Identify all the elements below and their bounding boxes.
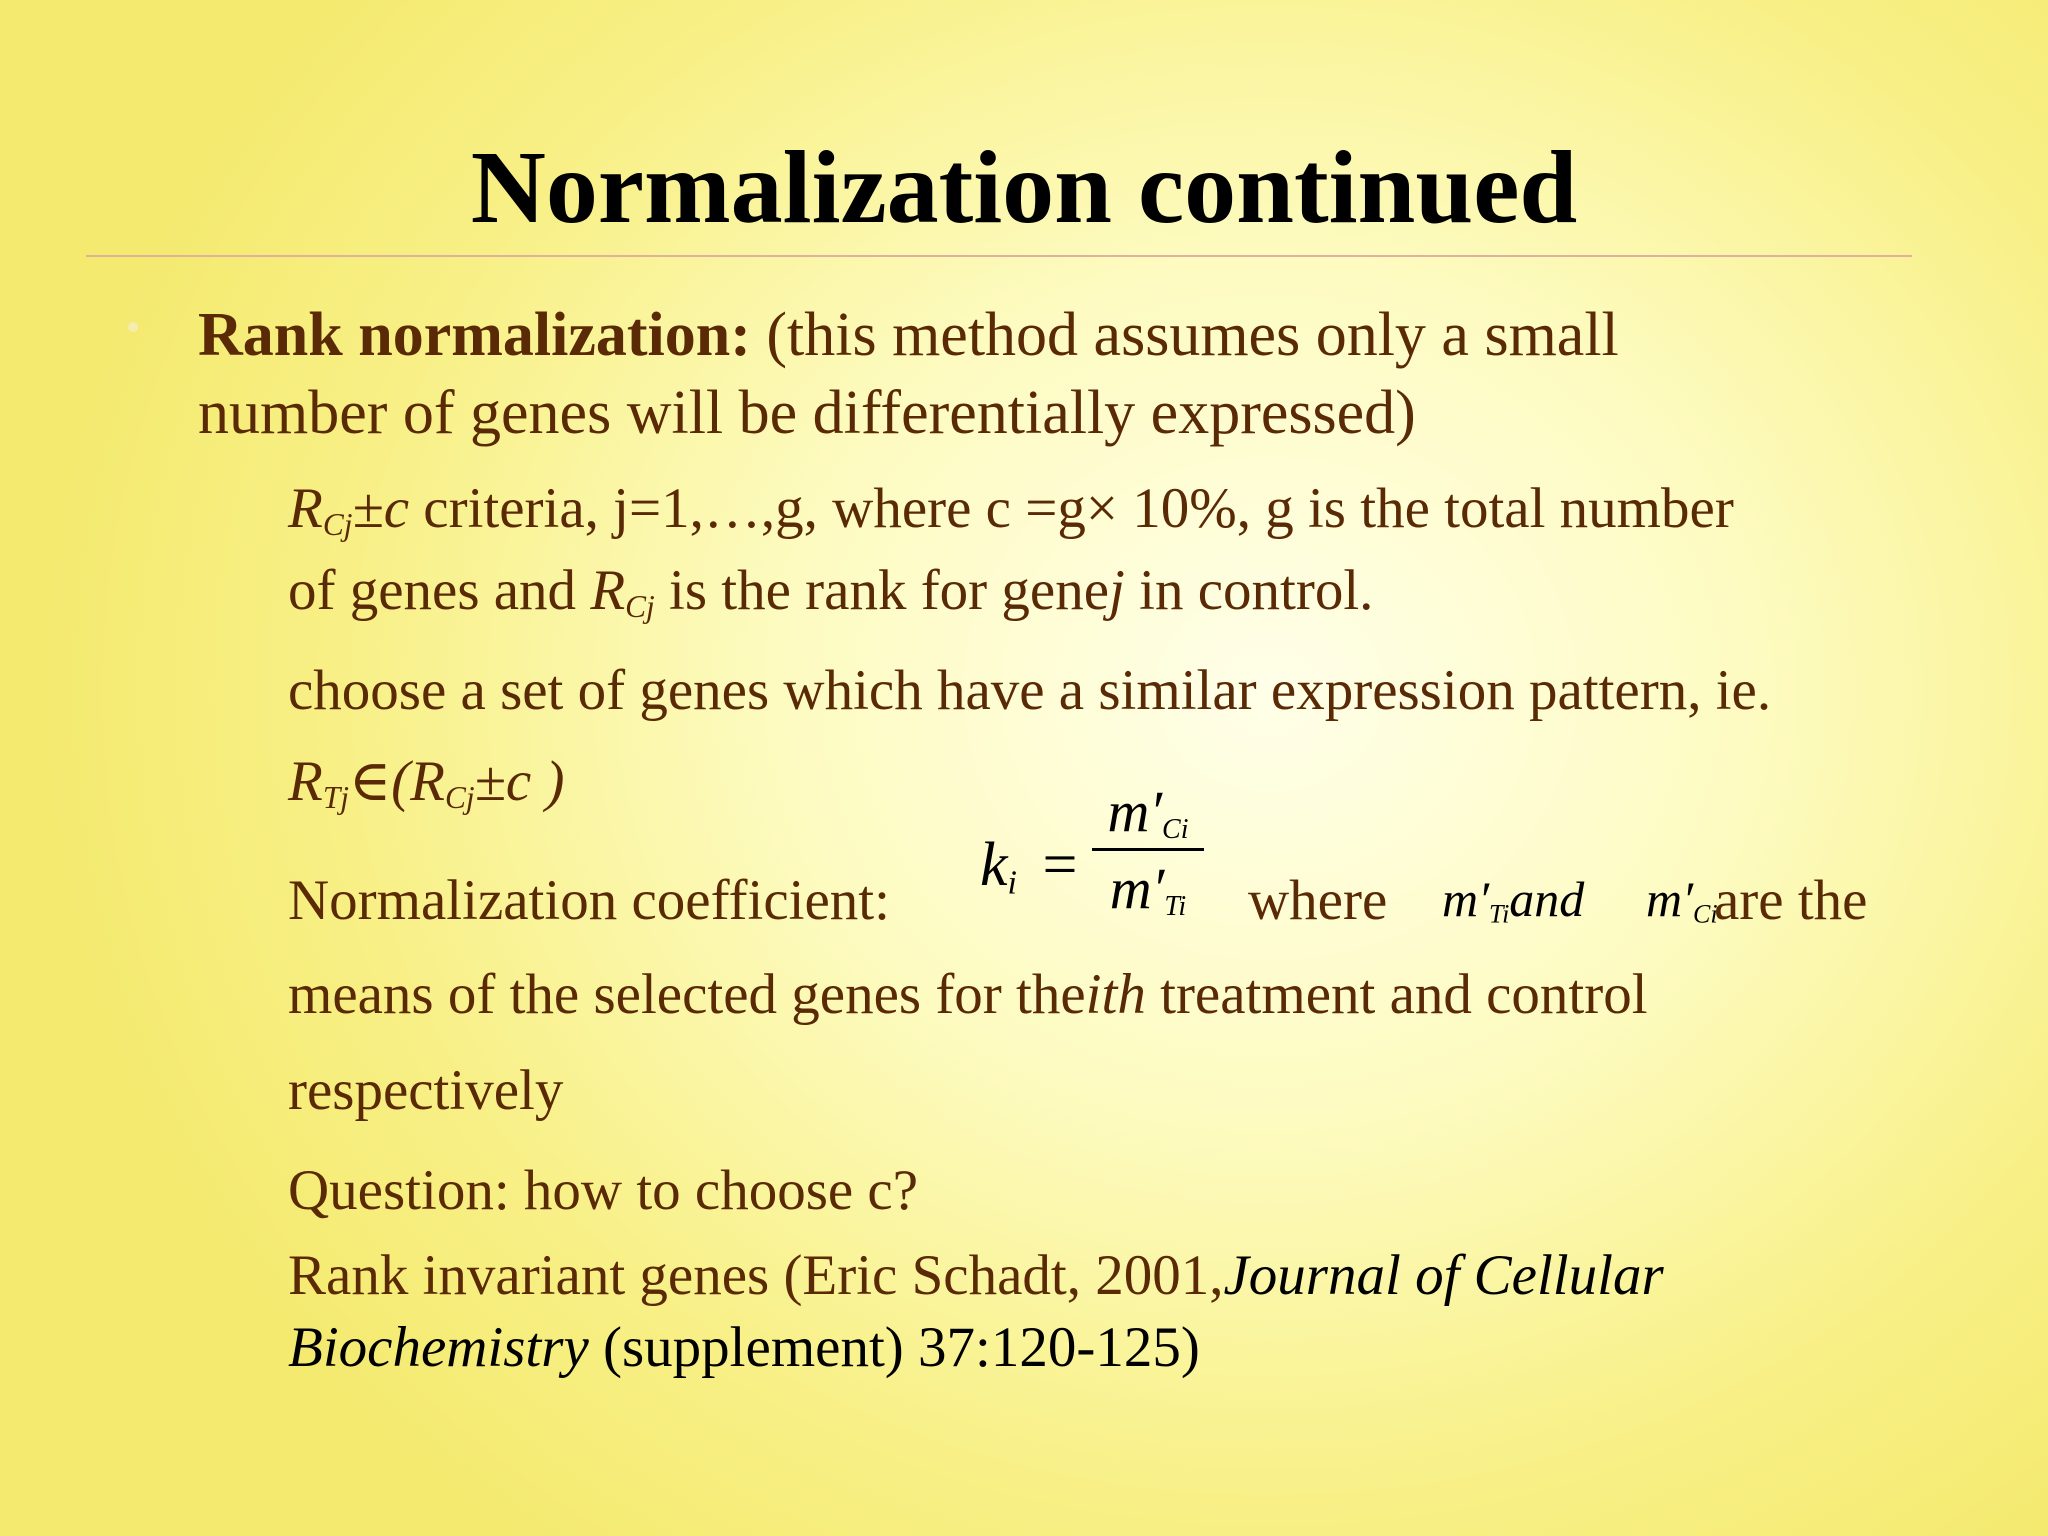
treatment-rank-subscript: Tj (322, 779, 349, 815)
coef-k: k (980, 831, 1008, 899)
coef-denominator: $m'_{Ti}$ (1109, 856, 1187, 922)
means-text-b: treatment and control (1160, 963, 1648, 1026)
choose-line2 (288, 748, 564, 816)
bullet-rank-normalization-line1 (198, 300, 1619, 371)
means-text-a: means of the selected genes for the (288, 963, 1086, 1026)
coef-label: Normalization coefficient: (288, 869, 890, 932)
rank-subscript: Cj (322, 506, 353, 542)
coef-fraction (1092, 778, 1204, 923)
element-of-paren: ∈( (348, 750, 411, 813)
rank-subscript-2: Cj (625, 588, 655, 624)
rank-normalization-label: Rank normalization: (198, 301, 751, 369)
criteria-text: criteria, j=1,…,g, where c =g× 10%, g is the total number (423, 477, 1734, 540)
criteria-line1 (288, 476, 1734, 543)
journal-citation: (supplement) 37:120-125) (603, 1316, 1200, 1379)
treatment-rank-symbol: R (288, 750, 323, 813)
coef-numerator: $m'_{Ci}$ (1107, 779, 1189, 845)
plus-minus-c: ±c (352, 477, 410, 540)
plus-minus-c-close: ±c ) (474, 750, 565, 813)
means-line1 (288, 962, 1648, 1027)
page-title: Normalization continued (470, 130, 1578, 245)
title-divider (86, 255, 1912, 257)
control-rank-symbol: R (410, 750, 445, 813)
gene-index-j: j (1109, 559, 1125, 622)
rank-symbol-2: R (590, 559, 626, 622)
question-line: Question: how to choose c? (288, 1159, 919, 1222)
coef-m-treatment: $m'_{Ti}and$ (1442, 871, 1585, 929)
rank-invariant-line2 (288, 1315, 1200, 1380)
coef-equals: = (1042, 831, 1078, 899)
criteria-line2-text-c: in control. (1139, 559, 1374, 622)
coef-k-subscript: i (1007, 864, 1017, 902)
coef-k-equals (980, 830, 1077, 903)
criteria-line2 (288, 558, 1373, 625)
fraction-bar (1092, 848, 1204, 851)
choose-line1: choose a set of genes which have a similar expression pattern, ie. (288, 659, 1772, 722)
coef-where: where (1248, 869, 1388, 932)
rank-normalization-text: (this method assumes only a small (766, 301, 1619, 369)
journal-title-2: Biochemistry (288, 1316, 589, 1379)
criteria-line2-text-b: is the rank for gene (669, 559, 1110, 622)
means-line2: respectively (288, 1059, 564, 1122)
bullet-rank-normalization-line2: number of genes will be differentially expressed) (198, 379, 1416, 447)
bullet-dot (128, 322, 138, 332)
control-rank-subscript: Cj (444, 779, 475, 815)
coef-m-control: $m'_{Ci}$ (1646, 871, 1718, 929)
journal-title: Journal of Cellular (1223, 1244, 1664, 1307)
rank-invariant-line1 (288, 1243, 1664, 1308)
means-ith: ith (1085, 963, 1146, 1026)
criteria-line2-text-a: of genes and (288, 559, 577, 622)
coef-and: and (1509, 871, 1585, 927)
rank-symbol: R (288, 477, 323, 540)
rank-invariant-text: Rank invariant genes (Eric Schadt, 2001, (288, 1244, 1224, 1307)
coef-are-the: are the (1714, 869, 1868, 932)
